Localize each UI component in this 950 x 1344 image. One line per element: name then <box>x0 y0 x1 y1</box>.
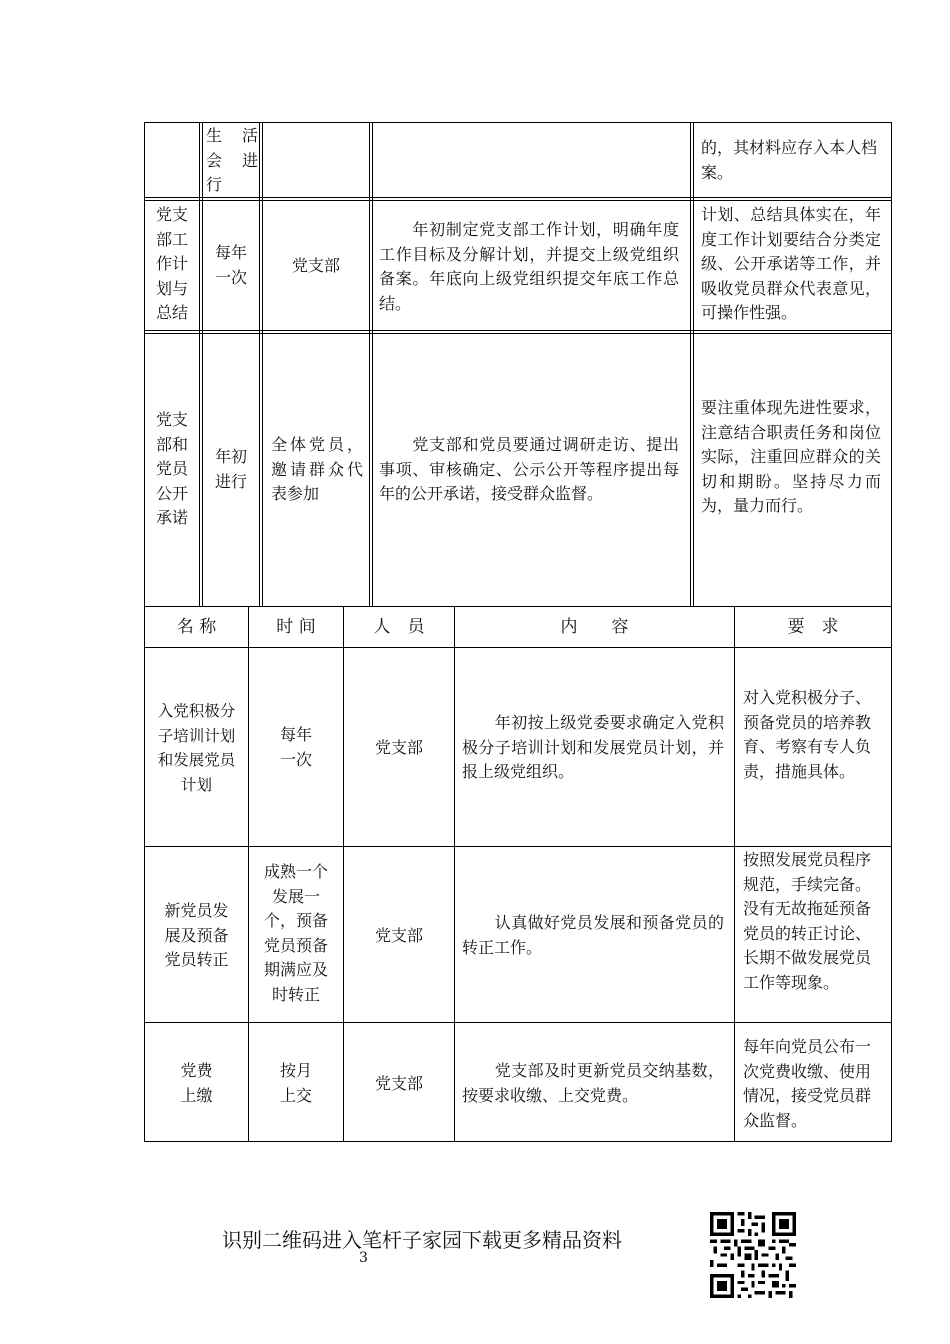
upper-row3-col5: 要注重体现先进性要求，注意结合职责任务和岗位实际，注重回应群众的关切和期盼。坚持尽力而为，量力而行。 <box>701 398 881 515</box>
upper-row3-col1: 党支 部和 党员 公开 承诺 <box>155 410 188 527</box>
upper-row2-col4: 年初制定党支部工作计划，明确年度工作目标及分解计划，并提交上级党组织备案。年底向上级党组织提交年底工作总结。 <box>379 220 679 313</box>
upper-row2-col1: 党支 部工 作计 划与 总结 <box>155 205 188 322</box>
page-number: 3 <box>359 1250 368 1266</box>
lower-row3-requirement: 每年向党员公布一次党费收缴、使用情况，接受党员群众监督。 <box>743 1037 872 1130</box>
lower-row3-people: 党支部 <box>374 1074 423 1093</box>
upper-row3-col2: 年初 进行 <box>214 447 247 491</box>
header-people: 人 员 <box>373 617 425 637</box>
lower-row2-name: 新党员发 展及预备 党员转正 <box>164 901 229 969</box>
lower-row2-people: 党支部 <box>374 926 423 945</box>
upper-row3-col3: 全体党员，邀请群众代表参加 <box>271 435 363 503</box>
lower-row1-time: 每年 一次 <box>279 725 312 769</box>
lower-row3-content: 党支部及时更新党员交纳基数，按要求收缴、上交党费。 <box>462 1061 724 1105</box>
lower-row2-requirement: 按照发展党员程序规范，手续完备。没有无故拖延预备党员的转正讨论、长期不做发展党员工作等现象。 <box>743 850 872 992</box>
upper-row3-col4: 党支部和党员要通过调研走访、提出事项、审核确定、公示公开等程序提出每年的公开承诺，接受群众监督。 <box>379 435 679 503</box>
lower-row3-time: 按月 上交 <box>279 1061 312 1105</box>
header-time: 时 间 <box>276 617 316 637</box>
upper-row2-col5: 计划、总结具体实在，年度工作计划要结合分类定级、公开承诺等工作，并吸收党员群众代表意见，可操作性强。 <box>701 205 881 322</box>
upper-row2-col2: 每年 一次 <box>214 243 247 287</box>
lower-row3-name: 党费 上缴 <box>180 1061 213 1105</box>
upper-row1-col2: 生 活 会 进 行 <box>206 126 258 194</box>
upper-row1-col5: 的，其材料应存入本人档案。 <box>701 138 878 182</box>
lower-row1-content: 年初按上级党委要求确定入党积极分子培训计划和发展党员计划，并报上级党组织。 <box>462 713 724 781</box>
lower-row2-time: 成熟一个 发展一 个，预备 党员预备 期满应及 时转正 <box>263 862 328 1004</box>
lower-row1-requirement: 对入党积极分子、预备党员的培养教育、考察有专人负责，措施具体。 <box>743 688 872 781</box>
header-requirement: 要 求 <box>787 617 839 637</box>
lower-row1-people: 党支部 <box>374 738 423 757</box>
header-content: 内 容 <box>560 617 629 637</box>
qr-code-icon <box>710 1212 796 1298</box>
lower-row2-content: 认真做好党员发展和预备党员的转正工作。 <box>462 913 724 957</box>
upper-row2-col3: 党支部 <box>291 256 340 275</box>
lower-row1-name: 入党积极分 子培训计划 和发展党员 计划 <box>157 702 236 794</box>
footer-text: 识别二维码进入笔杆子家园下载更多精品资料 <box>222 1228 622 1252</box>
header-name: 名 称 <box>176 617 217 637</box>
